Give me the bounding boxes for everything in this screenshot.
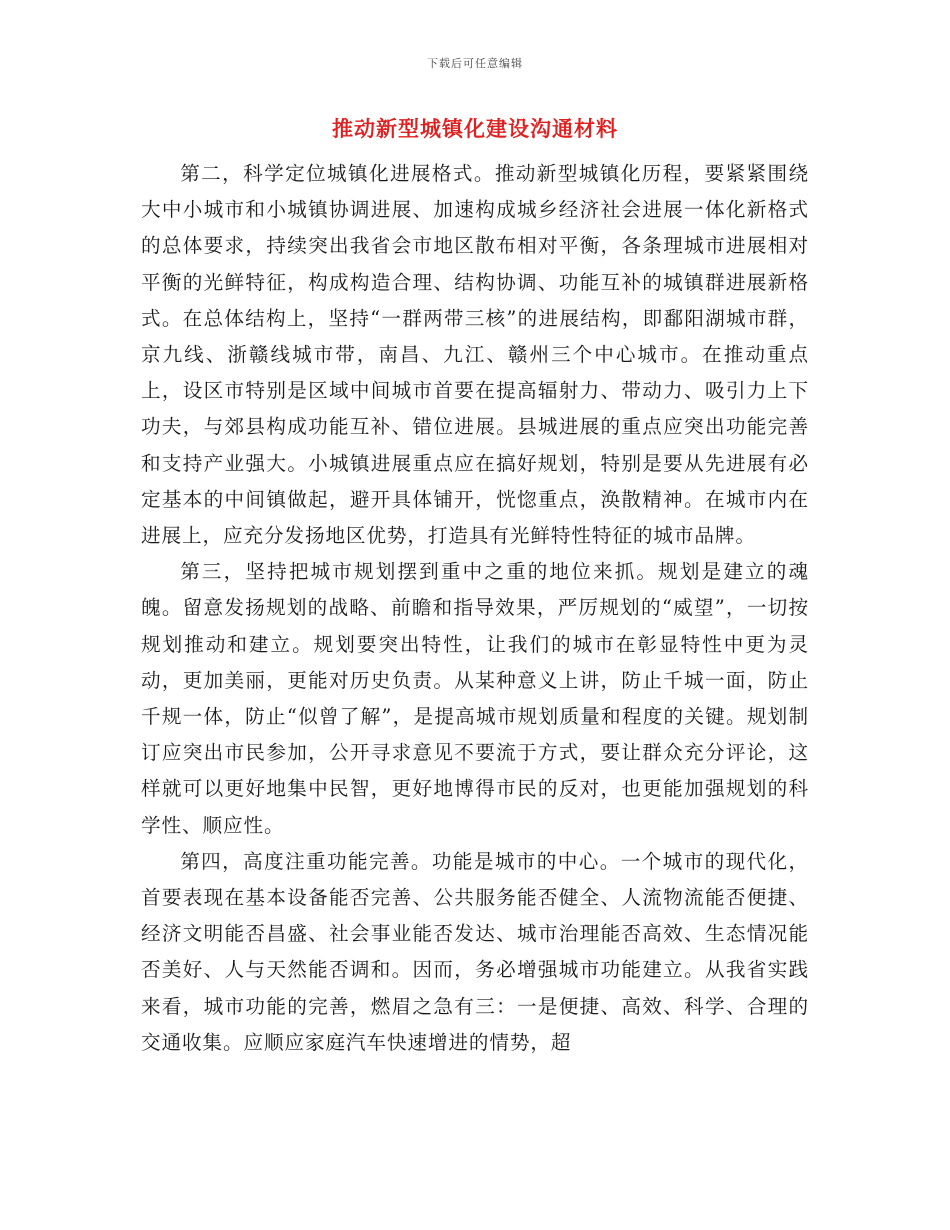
paragraph-third: 第三，坚持把城市规划摆到重中之重的地位来抓。规划是建立的魂魄。留意发扬规划的战略、前瞻和指导效果，严厉规划的“威望”，一切按规划推动和建立。规划要突出特性，让我们的城市在彰显特性中更为灵动，更加美丽，更能对历史负责。从某种意义上讲，防止千城一面，防止千规一体，防止“似曾了解”，是提高城市规划质量和程度的关键。规划制订应突出市民参加，公开寻求意见不要流于方式，要让群众充分评论，这样就可以更好地集中民智，更好地博得市民的反对，也更能加强规划的科学性、顺应性。 <box>141 560 809 837</box>
header-note: 下载后可任意编辑 <box>427 57 523 70</box>
paragraph-fourth: 第四，高度注重功能完善。功能是城市的中心。一个城市的现代化，首要表现在基本设备能否完善、公共服务能否健全、人流物流能否便捷、经济文明能否昌盛、社会事业能否发达、城市治理能否高效、生态情况能否美好、人与天然能否调和。因而，务必增强城市功能建立。从我省实践来看，城市功能的完善，燃眉之急有三：一是便捷、高效、科学、合理的交通收集。应顺应家庭汽车快速增进的情势，超 <box>141 849 809 1054</box>
paragraph-second: 第二，科学定位城镇化进展格式。推动新型城镇化历程，要紧紧围绕大中小城市和小城镇协调进展、加速构成城乡经济社会进展一体化新格式的总体要求，持续突出我省会市地区散布相对平衡，各条理城市进展相对平衡的光鲜特征，构成构造合理、结构协调、功能互补的城镇群进展新格式。在总体结构上，坚持“一群两带三核”的进展结构，即鄱阳湖城市群，京九线、浙赣线城市带，南昌、九江、赣州三个中心城市。在推动重点上，设区市特别是区域中间城市首要在提高辐射力、带动力、吸引力上下功夫，与郊县构成功能互补、错位进展。县城进展的重点应突出功能完善和支持产业强大。小城镇进展重点应在搞好规划，特别是要从先进展有必定基本的中间镇做起，避开具体铺开，恍惚重点，涣散精神。在城市内在进展上，应充分发扬地区优势，打造具有光鲜特性特征的城市品牌。 <box>141 162 809 548</box>
document-title: 推动新型城镇化建设沟通材料 <box>332 117 618 141</box>
document-body <box>141 156 809 1061</box>
